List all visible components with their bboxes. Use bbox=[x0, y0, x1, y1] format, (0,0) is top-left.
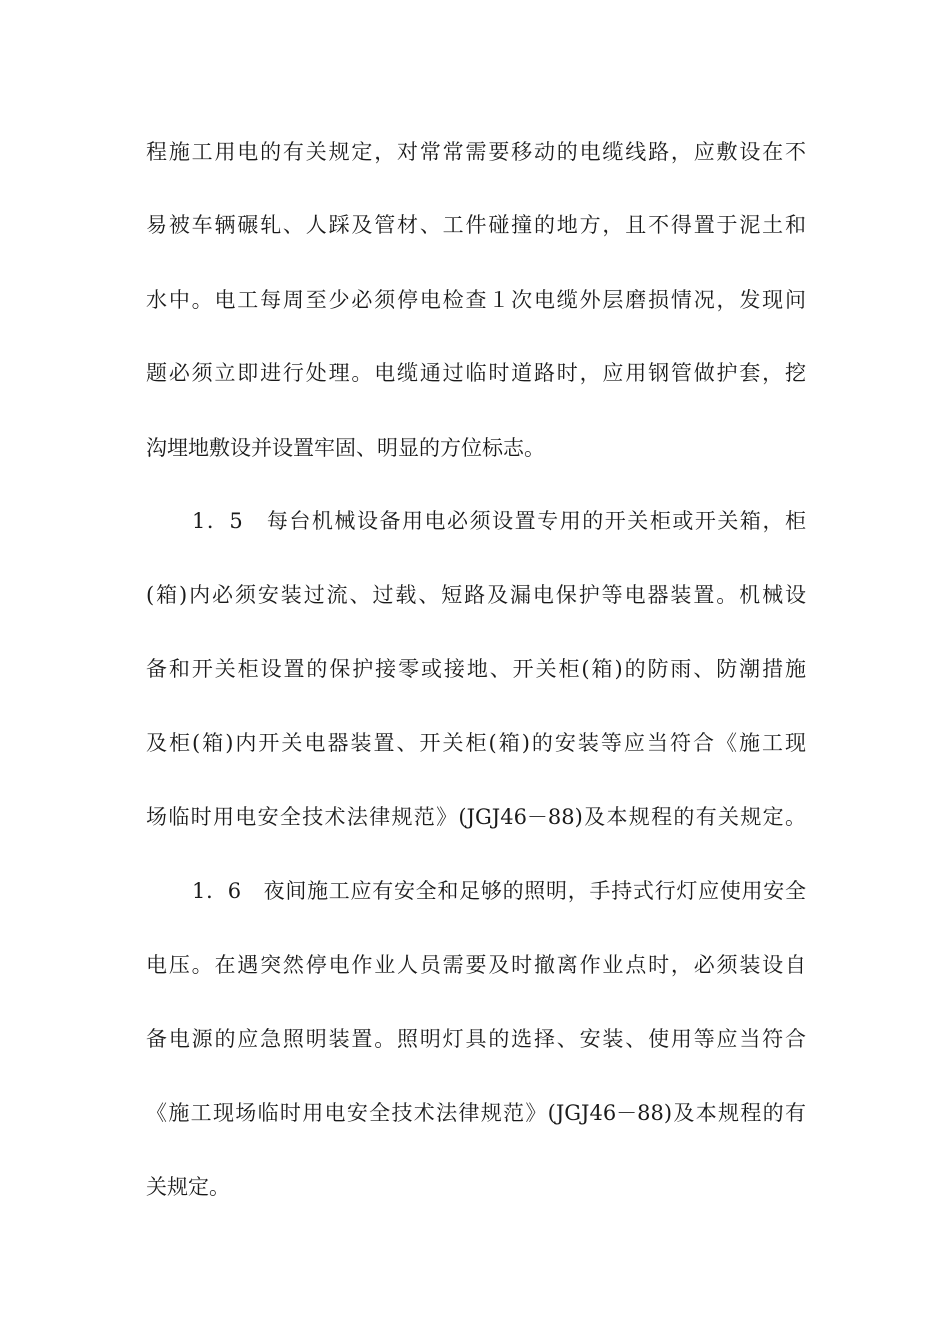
text-line-11: 1．6 夜间施工应有安全和足够的照明，手持式行灯应使用安全 bbox=[192, 879, 806, 903]
text-line-8: 备和开关柜设置的保护接零或接地、开关柜(箱)的防雨、防潮措施 bbox=[146, 657, 806, 681]
text-line-2: 易被车辆碾轧、人踩及管材、工件碰撞的地方，且不得置于泥土和 bbox=[146, 213, 806, 237]
text-line-5: 沟埋地敷设并设置牢固、明显的方位标志。 bbox=[146, 436, 545, 460]
text-line-6: 1．5 每台机械设备用电必须设置专用的开关柜或开关箱，柜 bbox=[192, 509, 806, 533]
text-line-3: 水中。电工每周至少必须停电检查１次电缆外层磨损情况，发现问 bbox=[146, 288, 806, 312]
text-line-13: 备电源的应急照明装置。照明灯具的选择、安装、使用等应当符合 bbox=[146, 1027, 806, 1051]
text-line-7: (箱)内必须安装过流、过载、短路及漏电保护等电器装置。机械设 bbox=[146, 583, 806, 607]
text-line-4: 题必须立即进行处理。电缆通过临时道路时，应用钢管做护套，挖 bbox=[146, 361, 806, 385]
text-line-12: 电压。在遇突然停电作业人员需要及时撤离作业点时，必须装设自 bbox=[146, 953, 806, 977]
text-line-10: 场临时用电安全技术法律规范》(JGJ46－88)及本规程的有关规定。 bbox=[146, 805, 806, 829]
text-line-9: 及柜(箱)内开关电器装置、开关柜(箱)的安装等应当符合《施工现 bbox=[146, 731, 806, 755]
text-line-15: 关规定。 bbox=[146, 1175, 230, 1199]
text-line-14: 《施工现场临时用电安全技术法律规范》(JGJ46－88)及本规程的有 bbox=[146, 1101, 806, 1125]
text-line-1: 程施工用电的有关规定，对常常需要移动的电缆线路，应敷设在不 bbox=[146, 140, 806, 164]
